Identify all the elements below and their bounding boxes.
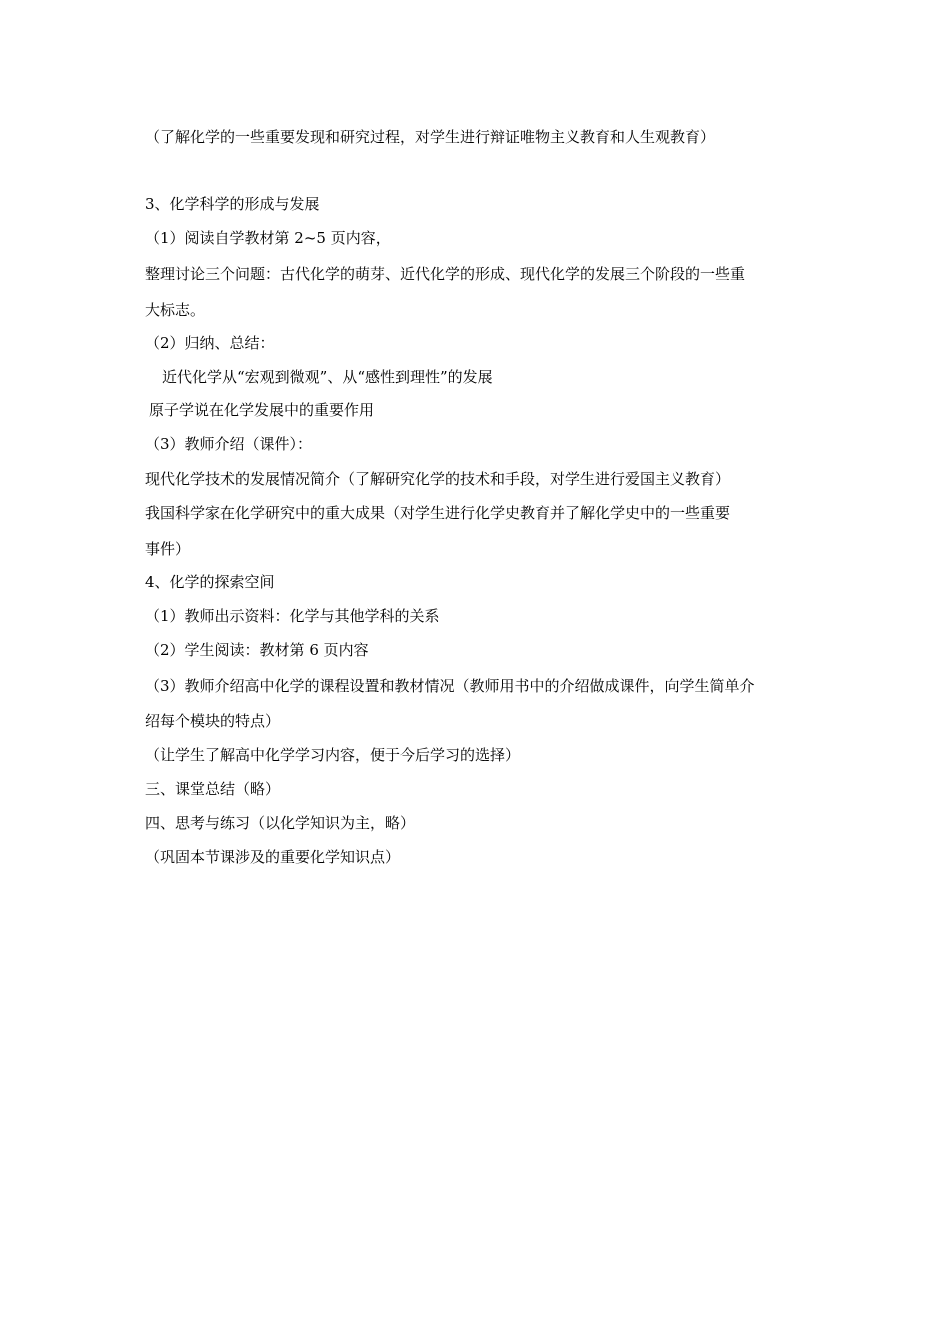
summary-point-1: 近代化学从“宏观到微观”、从“感性到理性”的发展 [162,368,493,386]
section-heading-4: 4、化学的探索空间 [145,573,275,591]
modern-tech-line: 现代化学技术的发展情况简介（了解研究化学的技术和手段，对学生进行爱国主义教育） [145,470,731,488]
part-4-heading: 四、思考与练习（以化学知识为主，略） [145,814,416,832]
scientists-line: 我国科学家在化学研究中的重大成果（对学生进行化学史教育并了解化学史中的一些重要 [145,504,731,522]
section-4-step-3: （3）教师介绍高中化学的课程设置和教材情况（教师用书中的介绍做成课件，向学生简单介 [145,677,755,695]
section-4-note: （让学生了解高中化学学习内容，便于今后学习的选择） [145,746,521,764]
step-2-line: （2）归纳、总结： [145,334,275,352]
section-4-step-3-continued: 绍每个模块的特点） [145,712,281,730]
section-4-step-2: （2）学生阅读：教材第 6 页内容 [145,641,369,659]
step-3-line: （3）教师介绍（课件）： [145,435,313,453]
discussion-line-continued: 大标志。 [145,301,206,319]
summary-point-2: 原子学说在化学发展中的重要作用 [149,401,375,419]
section-4-step-1: （1）教师出示资料：化学与其他学科的关系 [145,607,440,625]
part-3-heading: 三、课堂总结（略） [145,780,281,798]
goal-note-line: （了解化学的一些重要发现和研究过程，对学生进行辩证唯物主义教育和人生观教育） [145,128,716,146]
part-4-note: （巩固本节课涉及的重要化学知识点） [145,848,401,866]
step-1-line: （1）阅读自学教材第 2~5 页内容， [145,229,391,247]
section-heading-3: 3、化学科学的形成与发展 [145,195,320,213]
scientists-line-continued: 事件） [145,540,191,558]
discussion-line: 整理讨论三个问题：古代化学的萌芽、近代化学的形成、现代化学的发展三个阶段的一些重 [145,265,746,283]
